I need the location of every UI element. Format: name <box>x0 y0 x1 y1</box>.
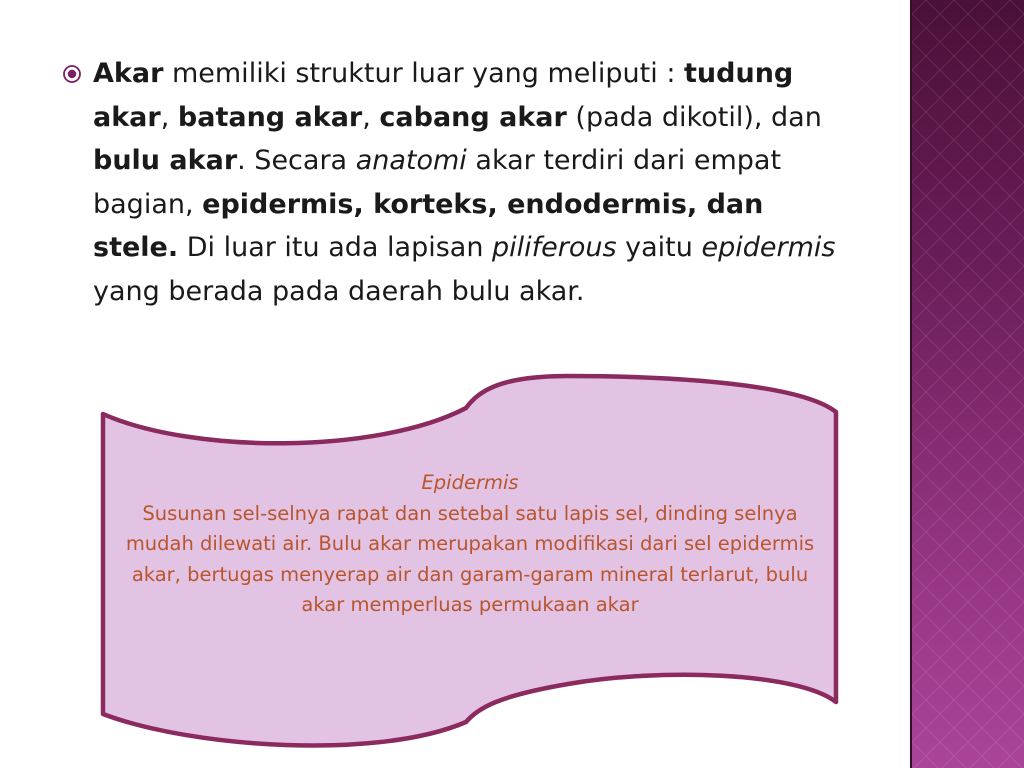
text-segment: Di luar itu ada lapisan <box>178 232 493 263</box>
term-anatomi: anatomi <box>355 145 467 176</box>
body-text <box>93 52 852 313</box>
text-segment: yang berada pada daerah bulu akar. <box>93 275 585 307</box>
callout-body: Susunan sel-selnya rapat dan setebal satu lapis sel, dinding selnya mudah dilewati air. Bulu akar merupakan modifikasi dari sel epidermis akar, bertugas menyerap air dan garam-garam mineral terlarut, bulu akar memperluas permukaan akar <box>125 501 815 616</box>
text-segment: . Secara <box>237 145 356 176</box>
text-segment: , <box>160 101 178 133</box>
term-tudung-akar: tudung akar <box>93 58 794 133</box>
decorative-side-band <box>912 0 1024 768</box>
text-segment: yaitu <box>616 232 702 263</box>
term-four-parts: epidermis, korteks, endodermis, dan stele. <box>93 188 764 263</box>
term-batang-akar: batang akar <box>177 101 363 133</box>
term-akar: Akar <box>93 58 164 89</box>
term-epidermis: epidermis <box>701 232 836 263</box>
term-piliferous: piliferous <box>492 232 617 263</box>
text-segment: akar terdiri dari empat bagian, <box>93 145 782 220</box>
radio-bullet-icon <box>62 64 82 84</box>
text-segment: (pada dikotil), dan <box>566 101 822 133</box>
callout-title: Epidermis <box>421 471 519 494</box>
bullet-paragraph <box>62 52 852 313</box>
callout-text <box>125 468 815 621</box>
term-cabang-akar: cabang akar <box>379 101 567 133</box>
term-bulu-akar: bulu akar <box>93 145 238 176</box>
text-segment: memiliki struktur luar yang meliputi : <box>163 58 685 89</box>
diamond-pattern <box>912 0 1024 768</box>
text-segment: , <box>362 101 380 133</box>
